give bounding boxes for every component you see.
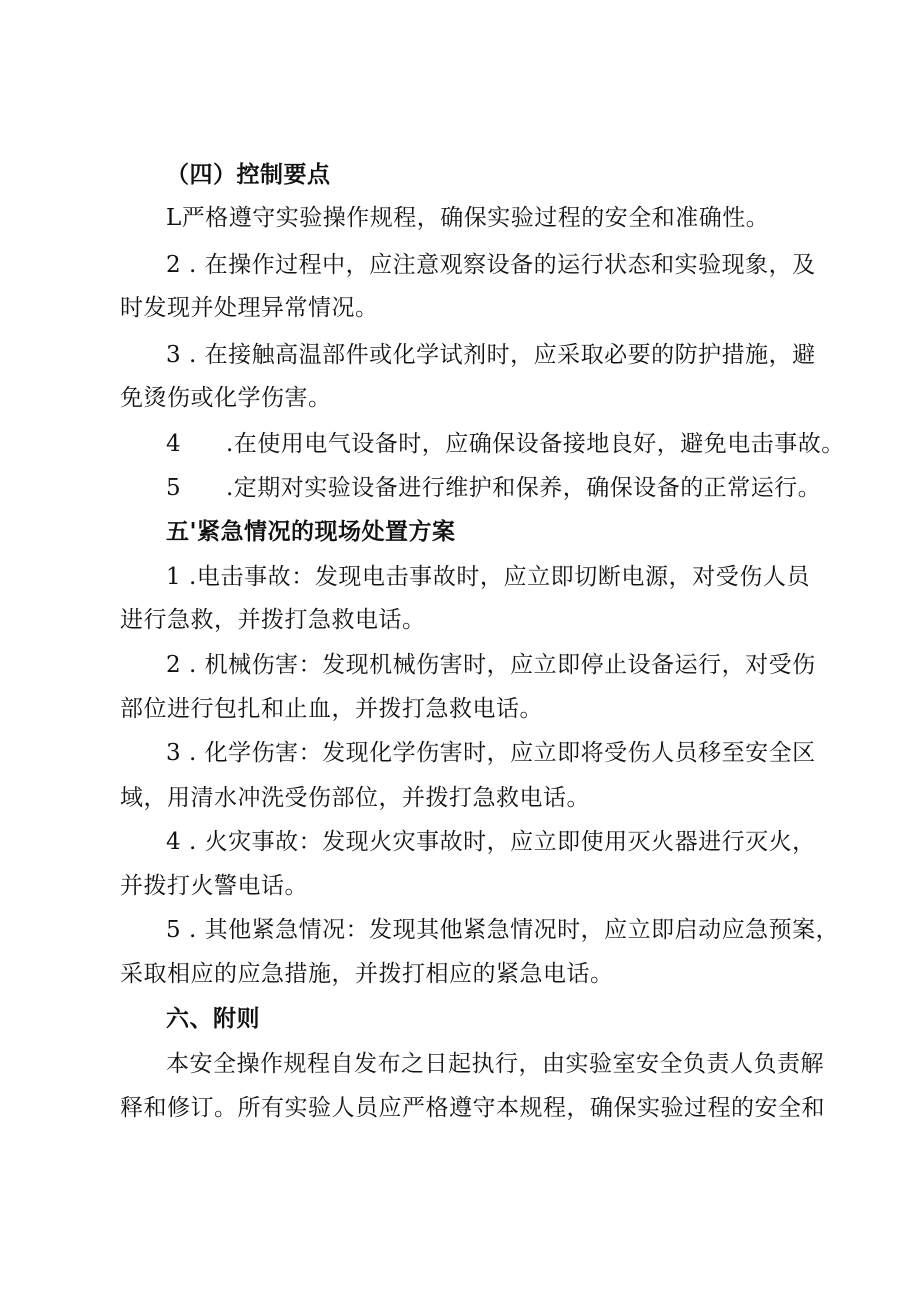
control-point-4-number: 4: [166, 431, 182, 457]
control-point-5-number: 5: [166, 475, 182, 501]
emergency-5-line-1: 5 . 其他紧急情况：发现其他紧急情况时，应立即启动应急预案，: [166, 917, 840, 943]
section-5-heading: 五'紧急情况的现场处置方案: [166, 518, 456, 545]
emergency-4-line-2: 并拨打火警电话。: [120, 873, 308, 899]
emergency-3-line-1: 3 . 化学伤害：发现化学伤害时，应立即将受伤人员移至安全区: [166, 740, 816, 766]
emergency-3-line-2: 域，用清水冲洗受伤部位，并拨打急救电话。: [120, 785, 590, 811]
control-point-5-text: .定期对实验设备进行维护和保养，确保设备的正常运行。: [226, 475, 822, 501]
emergency-4-line-1: 4 . 火灾事故：发现火灾事故时，应立即使用灭火器进行灭火，: [166, 829, 816, 855]
emergency-2-line-2: 部位进行包扎和止血，并拨打急救电话。: [120, 696, 543, 722]
appendix-paragraph-line-1: 本安全操作规程自发布之日起执行，由实验室安全负责人负责解: [166, 1051, 824, 1077]
control-point-3-line-1: 3 . 在接触高温部件或化学试剂时，应采取必要的防护措施，避: [166, 342, 816, 368]
control-point-2-line-2: 时发现并处理异常情况。: [120, 295, 379, 321]
control-point-1: L严格遵守实验操作规程，确保实验过程的安全和准确性。: [166, 205, 770, 231]
control-point-3-line-2: 免烫伤或化学伤害。: [120, 385, 332, 411]
control-point-2-line-1: 2 . 在操作过程中，应注意观察设备的运行状态和实验现象，及: [166, 252, 816, 278]
control-point-4-text: .在使用电气设备时，应确保设备接地良好，避免电击事故。: [226, 431, 845, 457]
emergency-1-line-1: 1 .电击事故：发现电击事故时，应立即切断电源，对受伤人员: [166, 564, 810, 590]
control-point-5: [166, 473, 822, 503]
appendix-paragraph-line-2: 释和修订。所有实验人员应严格遵守本规程，确保实验过程的安全和: [120, 1095, 825, 1121]
emergency-2-line-1: 2 . 机械伤害：发现机械伤害时，应立即停止设备运行，对受伤: [166, 652, 816, 678]
emergency-1-line-2: 进行急救，并拨打急救电话。: [120, 607, 426, 633]
emergency-5-line-2: 采取相应的应急措施，并拨打相应的紧急电话。: [120, 961, 614, 987]
section-4-heading: （四）控制要点: [166, 161, 331, 188]
section-6-heading: 六、附则: [166, 1005, 260, 1032]
control-point-4: [166, 429, 845, 459]
